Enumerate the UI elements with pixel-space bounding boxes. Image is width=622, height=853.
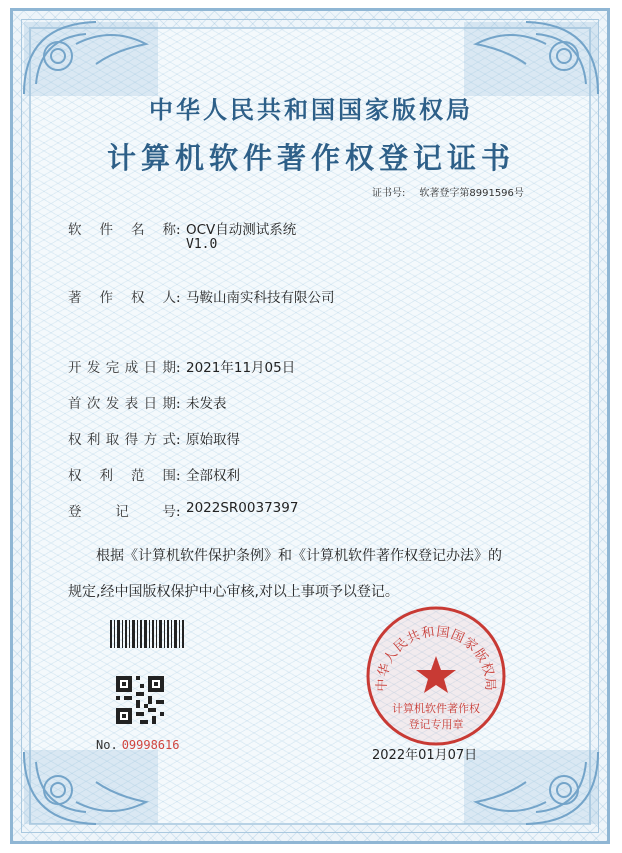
field-development-date: 开发完成日期: 2021年11月05日 [68,356,186,376]
rights-scope-value: 全部权利 [186,468,240,484]
field-rights-scope: 权利范围: 全部权利 [68,464,186,484]
field-label: 开发完成日期 [68,360,176,376]
issuer-title: 中华人民共和国国家版权局 [149,95,473,124]
certificate-number-label: 证书号: [372,188,406,199]
field-first-publication-date: 首次发表日期: 未发表 [68,392,186,412]
serial-number [96,738,179,752]
field-label: 首次发表日期 [68,396,176,412]
serial-number-label: No. [96,738,118,752]
software-version-value: V1.0 [186,237,218,252]
field-software-name: 软件名称: OCV自动测试系统 V1.0 [68,218,186,238]
software-name-value: OCV自动测试系统 [186,222,297,238]
registration-number-value: 2022SR0037397 [186,500,299,516]
field-label: 著作权人 [68,290,176,306]
field-label: 登记号 [68,504,176,520]
ornament-corner-bottom-left [16,742,166,832]
field-copyright-owner: 著作权人: 马鞍山南实科技有限公司 [68,286,186,306]
field-label: 权利取得方式 [68,432,176,448]
qr-code-icon [116,676,164,724]
document-title: 计算机软件著作权登记证书 [106,141,515,175]
certificate-number-value: 软著登字第8991596号 [419,188,524,199]
field-label: 权利范围 [68,468,176,484]
field-rights-acquisition: 权利取得方式: 原始取得 [68,428,186,448]
serial-number-value: 09998616 [121,738,180,752]
copyright-owner-value: 马鞍山南实科技有限公司 [186,290,335,306]
barcode-icon [110,620,186,648]
field-registration-number: 登记号: 2022SR0037397 [68,500,299,520]
statement-line-2: 规定,经中国版权保护中心审核,对以上事项予以登记。 [68,584,399,600]
seal-arc-text: 中华人民共和国国家版权局 [374,624,498,692]
rights-acquisition-value: 原始取得 [186,432,240,448]
field-label: 软件名称 [68,222,176,238]
statement-line-1: 根据《计算机软件保护条例》和《计算机软件著作权登记办法》的 [96,548,502,564]
development-date-value: 2021年11月05日 [186,360,296,376]
seal-text-line-1: 计算机软件著作权 [392,702,480,715]
issue-date: 2022年01月07日 [372,748,478,763]
ornament-corner-bottom-right [456,742,606,832]
first-publication-date-value: 未发表 [186,396,227,412]
seal-text-line-2: 登记专用章 [408,718,464,731]
certificate-border [10,8,610,844]
certificate-number [372,184,582,199]
